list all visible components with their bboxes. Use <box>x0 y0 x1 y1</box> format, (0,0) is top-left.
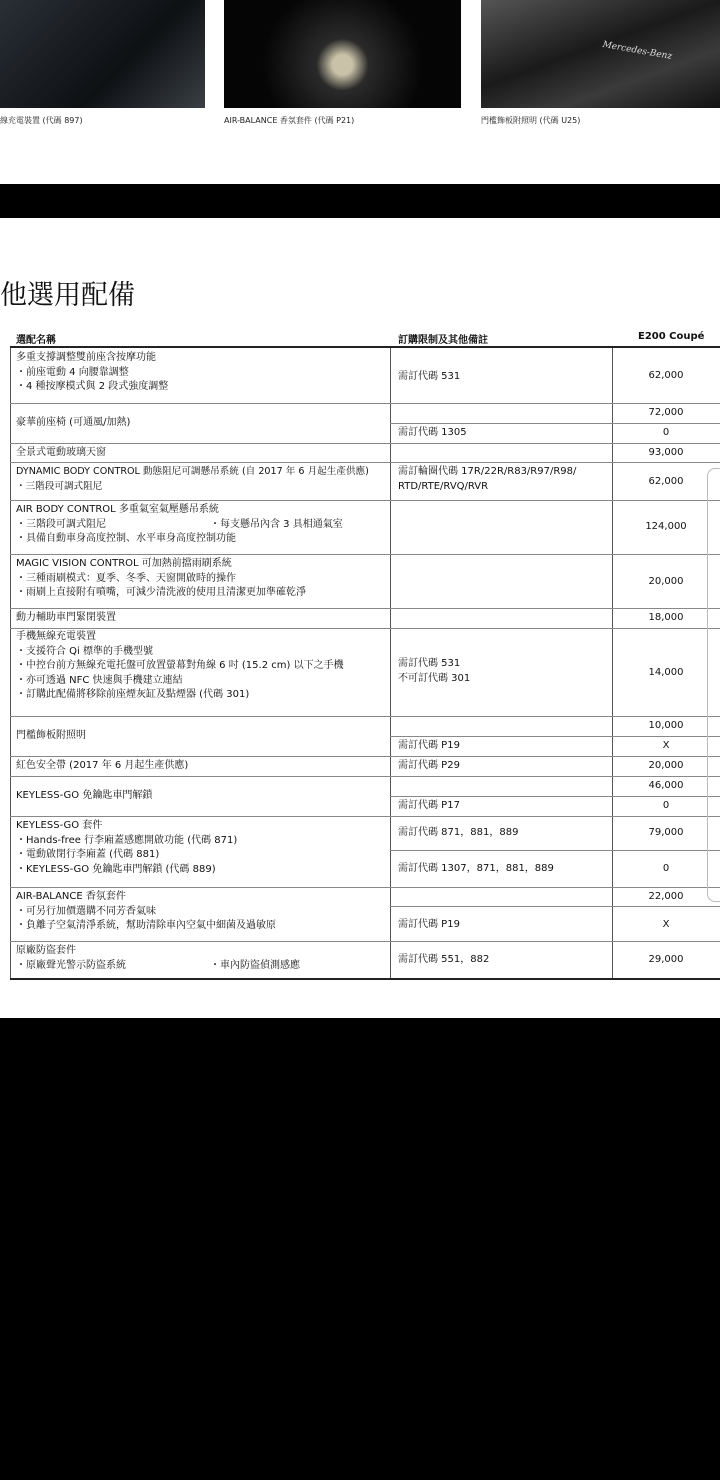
caption-air-balance: AIR-BALANCE 香氛套件 (代碼 P21) <box>224 116 355 125</box>
brand-lettering: Mercedes-Benz <box>601 39 673 63</box>
row-rule <box>10 887 720 888</box>
r4-name: DYNAMIC BODY CONTROL 動態阻尼可調懸吊系統 (自 2017 年 6 月起生產供應) ・三階段可調式阻尼 <box>16 466 369 492</box>
row-rule <box>10 941 720 942</box>
r1-note: 需訂代碼 531 <box>398 371 461 382</box>
row-rule <box>10 816 720 817</box>
r8-note: 需訂代碼 531 不可訂代碼 301 <box>398 658 471 684</box>
row-rule <box>10 462 720 463</box>
scroll-indicator[interactable] <box>707 468 720 902</box>
section-title: 他選用配備 <box>0 280 135 311</box>
r11-price-b: 0 <box>662 800 670 811</box>
row-rule <box>10 403 720 404</box>
caption-wireless-charger: 線充電裝置 (代碼 897) <box>0 116 83 125</box>
r12-note-a: 需訂代碼 871，881，889 <box>398 827 519 838</box>
r7-name: 動力輔助車門緊閉裝置 <box>16 612 116 623</box>
row-rule <box>390 906 720 907</box>
r3-name: 全景式電動玻璃天窗 <box>16 447 106 458</box>
r9-note-b: 需訂代碼 P19 <box>398 740 460 751</box>
r9-name: 門檻飾板附照明 <box>16 730 86 741</box>
r13-price-a: 22,000 <box>648 891 684 902</box>
r8-price: 14,000 <box>648 667 684 678</box>
r10-name: 紅色安全帶 (2017 年 6 月起生產供應) <box>16 760 189 771</box>
r11-price-a: 46,000 <box>648 780 684 791</box>
row-rule <box>10 554 720 555</box>
table-bottom-rule <box>10 978 720 980</box>
header-price: E200 Coupé <box>638 331 705 342</box>
r3-price: 93,000 <box>648 447 684 458</box>
row-rule <box>10 443 720 444</box>
wireless-charger-photo <box>0 0 205 108</box>
r4-note: 需訂輪圈代碼 17R/22R/R83/R97/R98/ RTD/RTE/RVQ/RVR <box>398 466 577 492</box>
r4-price: 62,000 <box>648 476 684 487</box>
row-rule <box>390 736 720 737</box>
r1-name: 多重支撐調整雙前座含按摩功能 ・前座電動 4 向腰靠調整 ・4 種按摩模式與 2 段式強度調整 <box>16 352 169 392</box>
r14-name: 原廠防盜套件 ・原廠聲光警示防盜系統 ・車內防盜偵測感應 <box>16 945 300 971</box>
r5-price: 124,000 <box>645 521 687 532</box>
row-rule <box>10 608 720 609</box>
table-divider-2 <box>612 346 613 978</box>
r13-name: AIR-BALANCE 香氛套件 ・可另行加價選購不同芳香氣味 ・負離子空氣清淨系統，幫助清除車內空氣中細菌及過敏原 <box>16 891 276 931</box>
r11-note-b: 需訂代碼 P17 <box>398 800 460 811</box>
row-rule <box>390 850 720 851</box>
r14-price: 29,000 <box>648 954 684 965</box>
row-rule <box>10 756 720 757</box>
r12-price-b: 0 <box>662 863 670 874</box>
r13-note-b: 需訂代碼 P19 <box>398 919 460 930</box>
r12-price-a: 79,000 <box>648 827 684 838</box>
r10-price: 20,000 <box>648 760 684 771</box>
caption-door-sill: 門檻飾板附照明 (代碼 U25) <box>481 116 581 125</box>
r11-name: KEYLESS-GO 免鑰匙車門解鎖 <box>16 790 153 801</box>
r12-name: KEYLESS-GO 套件 ・Hands-free 行李廂蓋感應開啟功能 (代碼 871) ・電動啟閉行李廂蓋 (代碼 881) ・KEYLESS-GO 免鑰匙車門解鎖 (代碼 889) <box>16 820 238 875</box>
row-rule <box>10 716 720 717</box>
header-note: 訂購限制及其他備註 <box>398 335 488 346</box>
r10-note: 需訂代碼 P29 <box>398 760 460 771</box>
door-sill-photo <box>481 0 720 108</box>
row-rule <box>10 776 720 777</box>
table-border-left <box>10 346 11 978</box>
header-rule <box>10 346 720 348</box>
r9-price-b: X <box>662 740 670 751</box>
r7-price: 18,000 <box>648 612 684 623</box>
r14-note: 需訂代碼 551，882 <box>398 954 490 965</box>
r8-name: 手機無線充電裝置 ・支援符合 Qi 標準的手機型號 ・中控台前方無線充電托盤可放置螢幕對角線 6 吋 (15.2 cm) 以下之手機 ・亦可透過 NFC 快速與手機建立連結 ・訂購此配備將移除前座煙灰缸及點煙器 (代碼 301) <box>16 631 344 700</box>
r5-name: AIR BODY CONTROL 多重氣室氣壓懸吊系統 ・三階段可調式阻尼 ・每支懸吊內含 3 具相通氣室 ・具備自動車身高度控制、水平車身高度控制功能 <box>16 504 343 544</box>
row-rule <box>390 796 720 797</box>
r13-price-b: X <box>662 919 670 930</box>
r9-price-a: 10,000 <box>648 720 684 731</box>
r1-price: 62,000 <box>648 370 684 381</box>
row-rule <box>390 423 720 424</box>
r2-price-b: 0 <box>662 427 670 438</box>
black-band <box>0 184 720 218</box>
r6-price: 20,000 <box>648 576 684 587</box>
row-rule <box>10 500 720 501</box>
r2-price-a: 72,000 <box>648 407 684 418</box>
r2-note-b: 需訂代碼 1305 <box>398 427 467 438</box>
header-name: 選配名稱 <box>16 335 56 346</box>
r2-name: 豪華前座椅 (可通風/加熱) <box>16 417 131 428</box>
r12-note-b: 需訂代碼 1307，871，881，889 <box>398 863 554 874</box>
air-balance-photo <box>224 0 461 108</box>
row-rule <box>10 628 720 629</box>
table-divider-1 <box>390 346 391 978</box>
r6-name: MAGIC VISION CONTROL 可加熱前擋雨刷系統 ・三種雨刷模式：夏季、冬季、天窗開啟時的操作 ・雨刷上直接附有噴嘴，可減少清洗液的使用且清潔更加準確乾淨 <box>16 558 306 598</box>
